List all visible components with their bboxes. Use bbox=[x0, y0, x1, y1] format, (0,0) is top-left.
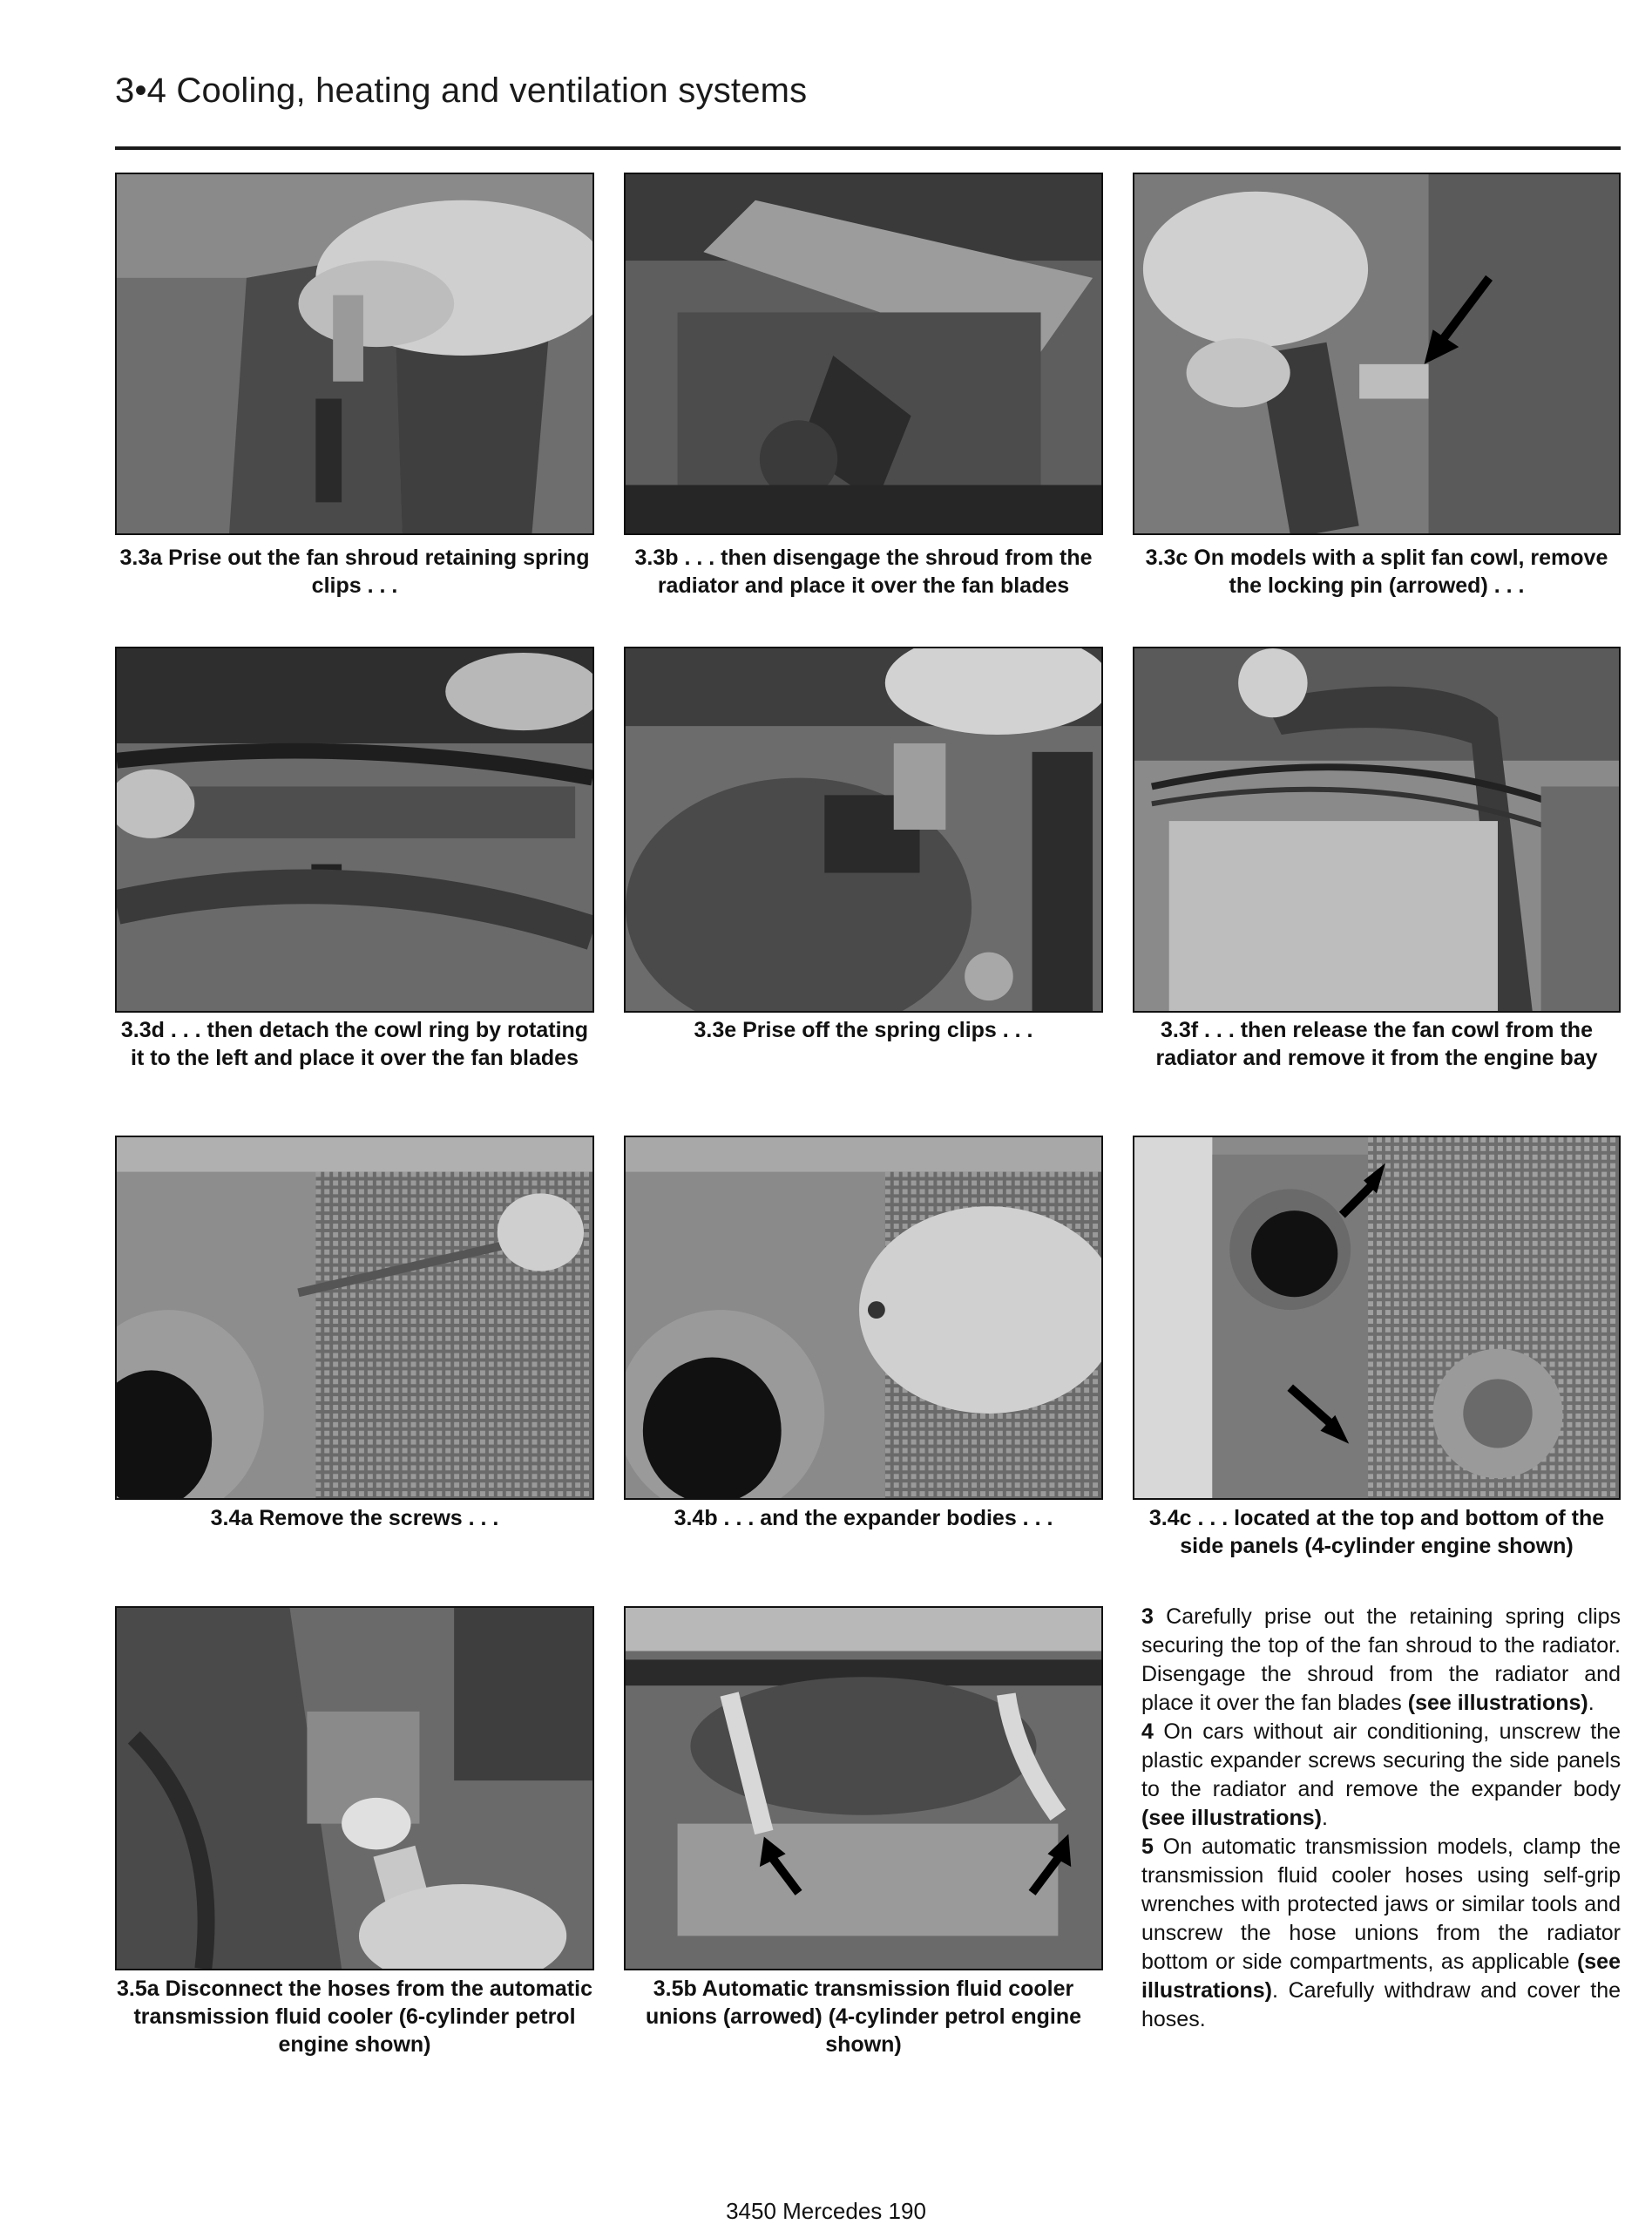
paragraph-4 bbox=[1141, 1718, 1621, 1833]
caption-3-5a: 3.5a Disconnect the hoses from the automatic transmission fluid cooler (6-cylinder petrol engine shown) bbox=[117, 1977, 592, 2057]
photo-3-3e bbox=[624, 647, 1103, 1013]
page-header: 3•4 Cooling, heating and ventilation systems bbox=[115, 71, 808, 110]
photo-3-3f bbox=[1133, 647, 1621, 1013]
paragraph-5-ref: (see illustrations) bbox=[1141, 1950, 1621, 2003]
caption-3-4b: 3.4b . . . and the expander bodies . . . bbox=[674, 1506, 1053, 1530]
paragraph-5 bbox=[1141, 1833, 1621, 2034]
photo-3-3c bbox=[1133, 173, 1621, 535]
body-text bbox=[1141, 1603, 1621, 2034]
caption-3-3b: 3.3b . . . then disengage the shroud from the radiator and place it over the fan blades bbox=[634, 546, 1093, 598]
paragraph-4-end: . bbox=[1322, 1806, 1328, 1830]
paragraph-3-number: 3 bbox=[1141, 1604, 1154, 1629]
paragraph-3 bbox=[1141, 1603, 1621, 1718]
caption-3-4c: 3.4c . . . located at the top and bottom of the side panels (4-cylinder engine shown) bbox=[1148, 1506, 1605, 1558]
photo-3-5b bbox=[624, 1606, 1103, 1970]
paragraph-3-end: . bbox=[1588, 1691, 1594, 1715]
paragraph-3-ref: (see illustrations) bbox=[1407, 1691, 1588, 1715]
caption-3-3a: 3.3a Prise out the fan shroud retaining spring clips . . . bbox=[119, 546, 590, 598]
photo-3-3a bbox=[115, 173, 594, 535]
caption-3-5b: 3.5b Automatic transmission fluid cooler unions (arrowed) (4-cylinder petrol engine shown) bbox=[645, 1977, 1082, 2057]
header-rule bbox=[115, 146, 1621, 150]
paragraph-5-text: On automatic transmission models, clamp the transmission fluid cooler hoses using self-grip wrenches with protected jaws or similar tools and unscrew the hose unions from the radiator bottom or side compartments, as applicable bbox=[1141, 1834, 1621, 1974]
caption-3-3c: 3.3c On models with a split fan cowl, remove the locking pin (arrowed) . . . bbox=[1145, 546, 1608, 598]
paragraph-3-text: Carefully prise out the retaining spring clips securing the top of the fan shroud to the radiator. Disengage the shroud from the radiator and place it over the fan blades bbox=[1141, 1604, 1621, 1715]
paragraph-4-ref: (see illustrations) bbox=[1141, 1806, 1322, 1830]
paragraph-5-number: 5 bbox=[1141, 1834, 1154, 1859]
caption-3-4a: 3.4a Remove the screws . . . bbox=[210, 1506, 499, 1530]
photo-3-4b bbox=[624, 1136, 1103, 1500]
paragraph-4-number: 4 bbox=[1141, 1719, 1154, 1744]
photo-3-3d bbox=[115, 647, 594, 1013]
caption-3-3f: 3.3f . . . then release the fan cowl from the radiator and remove it from the engine bay bbox=[1155, 1018, 1598, 1070]
photo-3-3b bbox=[624, 173, 1103, 535]
paragraph-5-end: . Carefully withdraw and cover the hoses. bbox=[1141, 1978, 1621, 2031]
photo-3-5a bbox=[115, 1606, 594, 1970]
photo-3-4a bbox=[115, 1136, 594, 1500]
caption-3-3e: 3.3e Prise off the spring clips . . . bbox=[694, 1018, 1033, 1042]
caption-3-3d: 3.3d . . . then detach the cowl ring by rotating it to the left and place it over the fan blades bbox=[120, 1018, 589, 1070]
paragraph-4-text: On cars without air conditioning, unscrew the plastic expander screws securing the side panels to the radiator and remove the expander body bbox=[1141, 1719, 1621, 1801]
photo-3-4c bbox=[1133, 1136, 1621, 1500]
page-footer: 3450 Mercedes 190 bbox=[726, 2198, 926, 2224]
